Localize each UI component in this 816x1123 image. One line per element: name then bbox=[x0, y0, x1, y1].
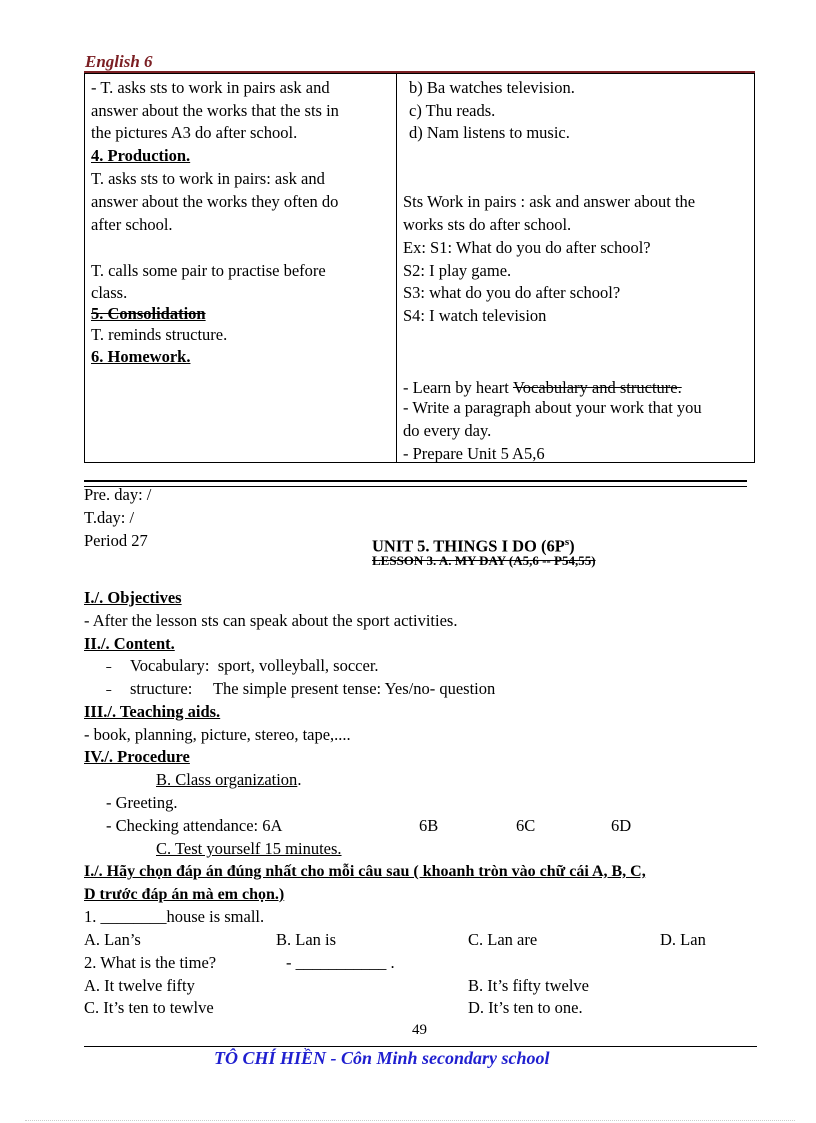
table-right-line: do every day. bbox=[403, 421, 492, 440]
footer-divider bbox=[84, 1046, 757, 1047]
objectives-heading: I./. Objectives bbox=[84, 588, 182, 607]
q2-option-d: D. It’s ten to one. bbox=[468, 998, 583, 1017]
learn-by-heart-text: - Learn by heart bbox=[403, 378, 513, 397]
q1-option-b: B. Lan is bbox=[276, 930, 337, 949]
table-left-line: T. calls some pair to practise before bbox=[91, 261, 326, 280]
section-divider bbox=[84, 480, 747, 482]
table-right-line: S3: what do you do after school? bbox=[403, 283, 621, 302]
q2-option-b: B. It’s fifty twelve bbox=[468, 976, 589, 995]
dash-icon: ˗ bbox=[106, 656, 112, 675]
table-right-line: - Write a paragraph about your work that you bbox=[403, 398, 702, 417]
question-2: 2. What is the time? bbox=[84, 953, 217, 972]
table-column-divider bbox=[396, 73, 397, 463]
q1-option-d: D. Lan bbox=[660, 930, 706, 949]
production-heading: 4. Production. bbox=[91, 146, 191, 165]
q2-option-a: A. It twelve fifty bbox=[84, 976, 195, 995]
vocabulary-item: ˗ Vocabulary: sport, volleyball, soccer. bbox=[106, 655, 379, 678]
table-left-line: answer about the works that the sts in bbox=[91, 101, 339, 120]
pre-day: Pre. day: / bbox=[84, 485, 152, 504]
table-right-line: c) Thu reads. bbox=[409, 101, 496, 120]
table-right-line: works sts do after school. bbox=[403, 215, 572, 234]
teaching-aids-text: - book, planning, picture, stereo, tape,.... bbox=[84, 725, 351, 744]
page-number: 49 bbox=[412, 1022, 427, 1038]
table-right-line: Ex: S1: What do you do after school? bbox=[403, 238, 651, 257]
table-left-line: after school. bbox=[91, 215, 173, 234]
table-left-line: T. asks sts to work in pairs: ask and bbox=[91, 169, 325, 188]
class-6b: 6B bbox=[419, 816, 439, 835]
dash-icon: ˗ bbox=[106, 679, 112, 698]
class-6d: 6D bbox=[611, 816, 632, 835]
q2-option-c: C. It’s ten to tewlve bbox=[84, 998, 214, 1017]
checking-attendance: - Checking attendance: 6A bbox=[106, 816, 283, 835]
vocabulary-structure-text: Vocabulary and structure. bbox=[512, 378, 682, 397]
table-left-line: answer about the works they often do bbox=[91, 192, 339, 211]
consolidation-heading: 5. Consolidation bbox=[91, 304, 206, 323]
lesson-title: LESSON 3. A. MY DAY (A5,6 -- P54,55) bbox=[372, 553, 596, 568]
table-right-line: S2: I play game. bbox=[403, 261, 512, 280]
procedure-heading: IV./. Procedure bbox=[84, 747, 190, 766]
content-heading: II./. Content. bbox=[84, 634, 175, 653]
teaching-day: T.day: / bbox=[84, 508, 135, 527]
unit-title: UNIT 5. THINGS I DO $(6P^s)$ bbox=[372, 536, 575, 556]
table-right-line: S4: I watch television bbox=[403, 306, 547, 325]
table-left-line: T. reminds structure. bbox=[91, 325, 228, 344]
objectives-text: - After the lesson sts can speak about the sport activities. bbox=[84, 611, 458, 630]
table-right-line: Sts Work in pairs : ask and answer about the bbox=[403, 192, 696, 211]
footer-text: TÔ CHÍ HIỀN - Côn Minh secondary school bbox=[214, 1048, 550, 1068]
document-header-title: English 6 bbox=[85, 52, 153, 71]
test-instruction: D trước đáp án mà em chọn.) bbox=[84, 886, 285, 903]
question-2-answer: - ___________ . bbox=[286, 953, 395, 972]
table-left-line: the pictures A3 do after school. bbox=[91, 123, 298, 142]
greeting: - Greeting. bbox=[106, 793, 178, 812]
page-bottom-border bbox=[25, 1120, 795, 1121]
table-right-line bbox=[403, 374, 682, 400]
table-right-line: d) Nam listens to music. bbox=[409, 123, 570, 142]
test-heading: C. Test yourself 15 minutes. bbox=[156, 839, 342, 858]
table-left-line: - T. asks sts to work in pairs ask and bbox=[91, 78, 330, 97]
test-instruction: I./. Hãy chọn đáp án đúng nhất cho mỗi câu sau ( khoanh tròn vào chữ cái A, B, C, bbox=[84, 863, 646, 880]
table-left-line: class. bbox=[91, 283, 128, 302]
class-6c: 6C bbox=[516, 816, 536, 835]
table-right-line: b) Ba watches television. bbox=[409, 78, 575, 97]
structure-item: ˗ structure: The simple present tense: Yes/no- question bbox=[106, 678, 495, 701]
question-1: 1. ________house is small. bbox=[84, 907, 265, 926]
q1-option-c: C. Lan are bbox=[468, 930, 538, 949]
section-divider bbox=[84, 486, 747, 487]
homework-heading: 6. Homework. bbox=[91, 347, 191, 366]
class-organization: B. Class organization. bbox=[156, 770, 302, 789]
table-right-line: - Prepare Unit 5 A5,6 bbox=[403, 444, 545, 463]
q1-option-a: A. Lan’s bbox=[84, 930, 141, 949]
period: Period 27 bbox=[84, 531, 148, 550]
teaching-aids-heading: III./. Teaching aids. bbox=[84, 702, 221, 721]
